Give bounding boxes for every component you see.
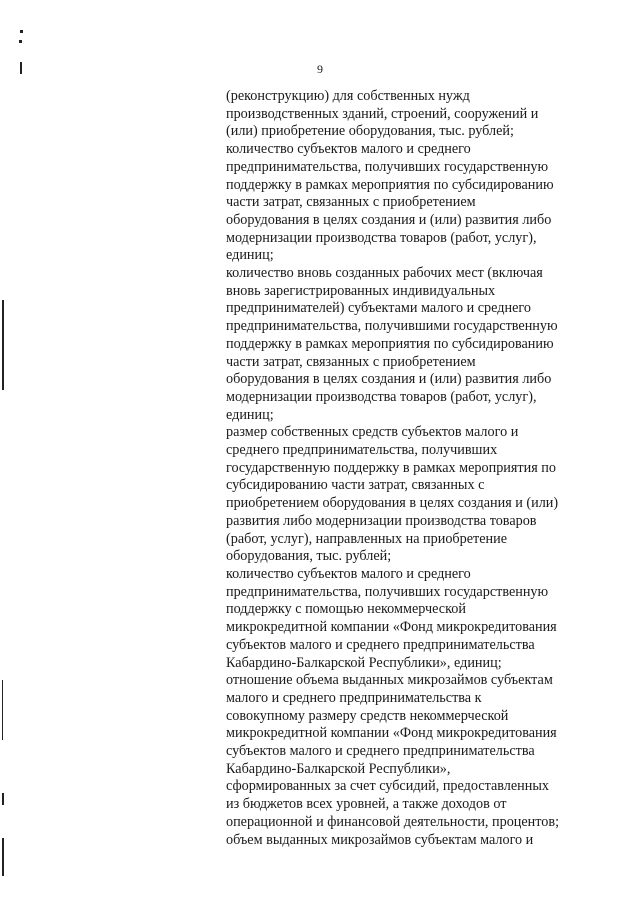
scan-artifact [2, 300, 4, 390]
text-line: количество субъектов малого и среднего [226, 565, 471, 582]
text-line: предпринимательства, получившими государственную [226, 318, 558, 335]
scan-artifact [2, 838, 4, 876]
text-line: (реконструкцию) для собственных нужд [226, 88, 470, 104]
text-line: поддержку с помощью некоммерческой [226, 601, 466, 618]
text-line: части затрат, связанных с приобретением [226, 194, 476, 211]
scan-artifact [2, 793, 4, 805]
text-line: предпринимателей) субъектами малого и среднего [226, 300, 531, 317]
scan-artifact [20, 30, 23, 33]
text-line: малого и среднего предпринимательства к [226, 689, 482, 706]
text-line: модернизации производства товаров (работ, услуг), [226, 229, 537, 246]
text-line: субсидированию части затрат, связанных с [226, 477, 485, 494]
text-line: оборудования в целях создания и (или) развития либо [226, 211, 552, 228]
text-line: производственных зданий, строений, сооружений и [226, 105, 539, 122]
text-line: операционной и финансовой деятельности, процентов; [226, 813, 560, 830]
text-line: отношение объема выданных микрозаймов субъектам [226, 672, 553, 689]
text-line: оборудования в целях создания и (или) развития либо [226, 371, 552, 388]
text-line: развития либо модернизации производства товаров [226, 512, 537, 529]
text-line: количество вновь созданных рабочих мест (включая [226, 265, 543, 282]
page-number: 9 [317, 62, 323, 76]
text-line: единиц; [226, 247, 274, 264]
text-line: модернизации производства товаров (работ, услуг), [226, 388, 537, 405]
text-line: предпринимательства, получивших государственную [226, 158, 549, 175]
text-line: Кабардино-Балкарской Республики», [226, 760, 451, 777]
scan-artifact [2, 680, 3, 740]
text-line: приобретением оборудования в целях создания и (или) [226, 495, 559, 512]
text-line: микрокредитной компании «Фонд микрокредитования [226, 619, 557, 636]
text-line: оборудования, тыс. рублей; [226, 548, 392, 565]
text-line: из бюджетов всех уровней, а также доходов от [226, 796, 507, 813]
text-line: поддержку в рамках мероприятия по субсидированию [226, 335, 554, 352]
text-line: микрокредитной компании «Фонд микрокредитования [226, 725, 557, 742]
text-line: предпринимательства, получивших государственную [226, 583, 549, 600]
body-text [226, 88, 618, 849]
text-line: вновь зарегистрированных индивидуальных [226, 282, 496, 299]
text-line: размер собственных средств субъектов малого и [226, 424, 519, 441]
text-line: среднего предпринимательства, получивших [226, 442, 498, 459]
text-line: сформированных за счет субсидий, предоставленных [226, 778, 549, 795]
text-line: количество субъектов малого и среднего [226, 141, 471, 158]
text-line: субъектов малого и среднего предпринимательства [226, 743, 535, 760]
text-line: (работ, услуг), направленных на приобретение [226, 530, 507, 547]
text-line: поддержку в рамках мероприятия по субсидированию [226, 176, 554, 193]
text-line: (или) приобретение оборудования, тыс. рублей; [226, 123, 514, 140]
text-line: государственную поддержку в рамках мероприятия по [226, 459, 556, 476]
text-line: Кабардино-Балкарской Республики», единиц; [226, 654, 502, 671]
text-line: субъектов малого и среднего предпринимательства [226, 636, 535, 653]
scan-artifact [19, 40, 22, 43]
text-line: части затрат, связанных с приобретением [226, 353, 476, 370]
text-line: совокупному размеру средств некоммерческой [226, 707, 509, 724]
text-line: объем выданных микрозаймов субъектам малого и [226, 831, 534, 848]
text-line: единиц; [226, 406, 274, 423]
